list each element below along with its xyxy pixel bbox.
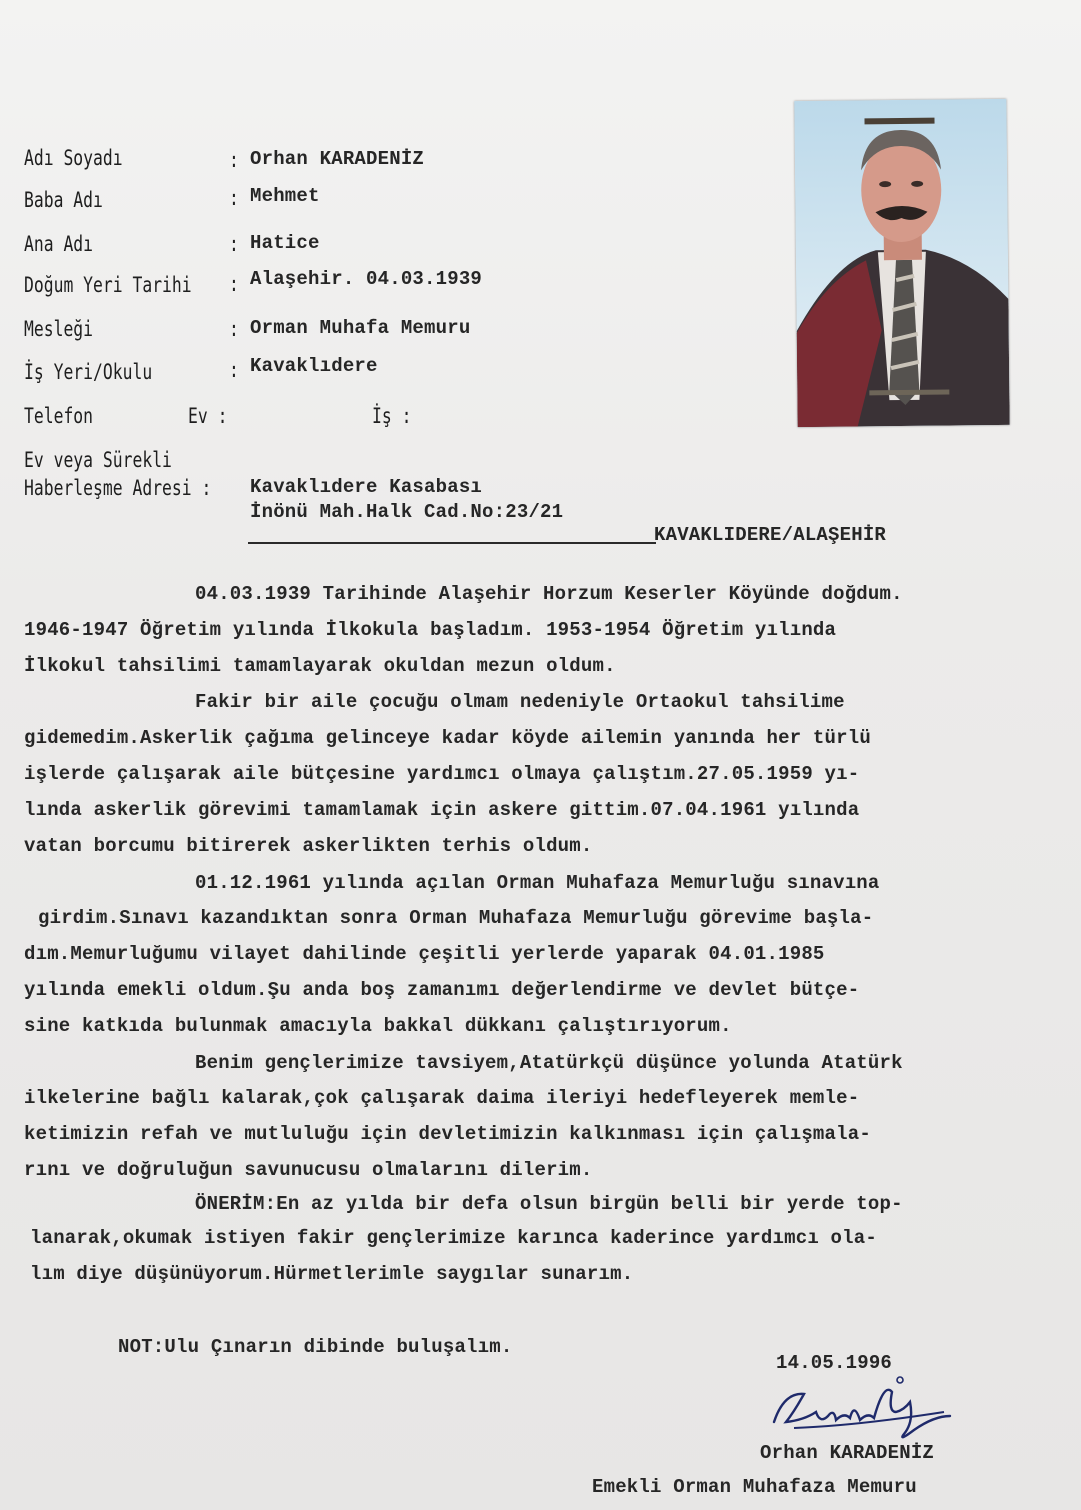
body-line: lım diye düşünüyorum.Hürmetlerimle saygılar sunarım.: [30, 1263, 634, 1285]
body-line: Fakir bir aile çocuğu olmam nedeniyle Ortaokul tahsilime: [195, 691, 845, 713]
note-text: NOT:Ulu Çınarın dibinde buluşalım.: [118, 1336, 513, 1358]
address-label-line2: Haberleşme Adresi :: [24, 476, 212, 500]
birth-value: Alaşehir. 04.03.1939: [250, 268, 483, 290]
job-label: Mesleği: [24, 317, 94, 341]
address-underline: [248, 542, 656, 544]
body-line: işlerde çalışarak aile bütçesine yardımcı olmaya çalıştım.27.05.1959 yı-: [24, 763, 860, 785]
portrait-photo: [794, 99, 1009, 427]
body-line: İlkokul tahsilimi tamamlayarak okuldan mezun oldum.: [24, 655, 616, 677]
body-line: dım.Memurluğumu vilayet dahilinde çeşitli yerlerde yaparak 04.01.1985: [24, 943, 825, 965]
colon: :: [229, 186, 239, 210]
birth-label: Doğum Yeri Tarihi: [24, 273, 192, 297]
mother-label: Ana Adı: [24, 232, 94, 256]
signature-name: Orhan KARADENİZ: [760, 1442, 935, 1464]
address-line2: İnönü Mah.Halk Cad.No:23/21: [250, 501, 564, 523]
body-line: sine katkıda bulunmak amacıyla bakkal dükkanı çalıştırıyorum.: [24, 1015, 732, 1037]
body-line: vatan borcumu bitirerek askerlikten terhis oldum.: [24, 835, 593, 857]
job-value: Orman Muhafa Memuru: [250, 317, 471, 339]
body-line: 01.12.1961 yılında açılan Orman Muhafaza Memurluğu sınavına: [195, 872, 880, 894]
workplace-label: İş Yeri/Okulu: [24, 360, 153, 384]
signature-title: Emekli Orman Muhafaza Memuru: [592, 1476, 917, 1498]
body-line: Benim gençlerimize tavsiyem,Atatürkçü düşünce yolunda Atatürk: [195, 1052, 903, 1074]
body-line: yılında emekli oldum.Şu anda boş zamanımı değerlendirme ve devlet bütçe-: [24, 979, 860, 1001]
body-line: lanarak,okumak istiyen fakir gençlerimize karınca kaderince yardımcı ola-: [30, 1227, 877, 1249]
father-label: Baba Adı: [24, 188, 103, 212]
portrait-image: [794, 99, 1009, 427]
handwritten-signature: [764, 1372, 954, 1444]
address-line3: KAVAKLIDERE/ALAŞEHİR: [654, 524, 887, 546]
workplace-value: Kavaklıdere: [250, 355, 378, 377]
colon: :: [229, 232, 239, 256]
name-value: Orhan KARADENİZ: [250, 148, 425, 170]
mother-value: Hatice: [250, 232, 320, 254]
body-line: 1946-1947 Öğretim yılında İlkokula başladım. 1953-1954 Öğretim yılında: [24, 619, 837, 641]
colon: :: [229, 148, 239, 172]
phone-home-label: Ev :: [188, 404, 228, 428]
body-line: lında askerlik görevimi tamamlamak için askere gittim.07.04.1961 yılında: [24, 799, 860, 821]
phone-work-label: İş :: [372, 404, 412, 428]
colon: :: [229, 358, 239, 382]
body-line: girdim.Sınavı kazandıktan sonra Orman Muhafaza Memurluğu görevime başla-: [38, 907, 874, 929]
body-line: ketimizin refah ve mutluluğu için devletimizin kalkınması için çalışmala-: [24, 1123, 871, 1145]
phone-label: Telefon: [24, 404, 94, 428]
name-label: Adı Soyadı: [24, 146, 123, 170]
body-line: gidemedim.Askerlik çağıma gelinceye kadar köyde ailemin yanında her türlü: [24, 727, 871, 749]
body-line: 04.03.1939 Tarihinde Alaşehir Horzum Keserler Köyünde doğdum.: [195, 583, 903, 605]
address-label-line1: Ev veya Sürekli: [24, 448, 172, 472]
body-line: ilkelerine bağlı kalarak,çok çalışarak daima ileriyi hedefleyerek memle-: [24, 1087, 860, 1109]
colon: :: [229, 317, 239, 341]
address-line1: Kavaklıdere Kasabası: [250, 476, 483, 498]
father-value: Mehmet: [250, 185, 320, 207]
document-date: 14.05.1996: [776, 1352, 893, 1374]
body-line: ÖNERİM:En az yılda bir defa olsun birgün belli bir yerde top-: [195, 1193, 903, 1215]
body-line: rını ve doğruluğun savunucusu olmalarını dilerim.: [24, 1159, 593, 1181]
colon: :: [229, 272, 239, 296]
